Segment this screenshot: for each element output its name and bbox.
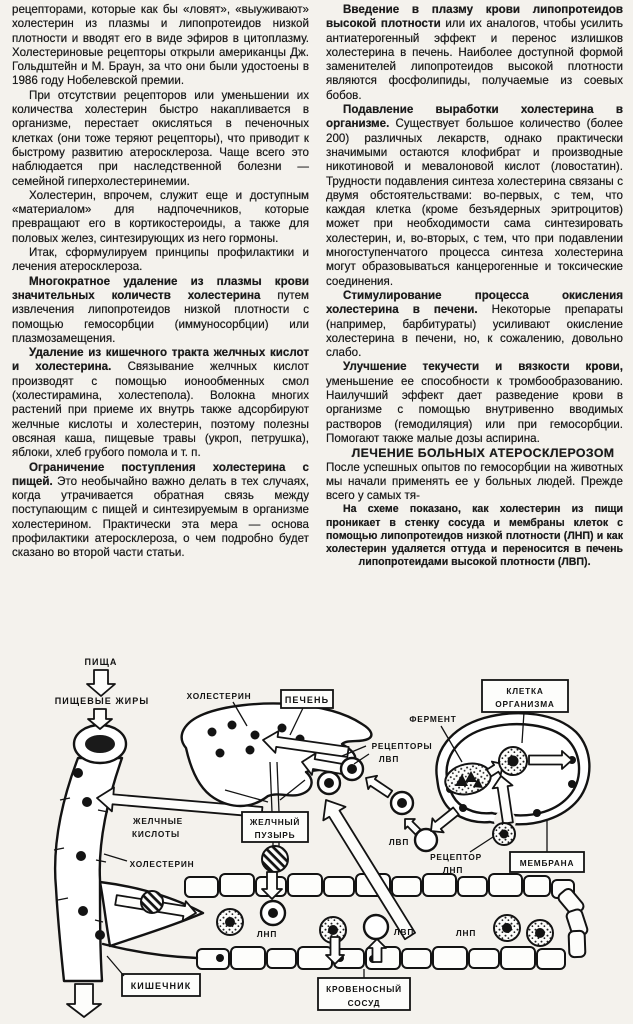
hdl-receptors-label: РЕЦЕПТОРЫ — [371, 741, 433, 751]
intestine-label: КИШЕЧНИК — [130, 981, 192, 991]
food-label: ПИЩА — [84, 657, 118, 667]
article-body — [12, 3, 623, 569]
ldl-label-left: ЛНП — [256, 929, 278, 939]
paragraph-lead: Многократное удаление из плазмы крови значительных количеств холестерина — [12, 274, 309, 302]
hdl-move-arrow — [405, 819, 421, 835]
paragraph-text: Некоторые препараты (например, барбитураты) усиливают окисление холестерина в печени, но, к сожалению, довольно слабо. — [326, 303, 623, 360]
paragraph-text: Связывание желчных кислот производят с помощью ионообменных смол (холестирамина, холестепола). Волокна многих растений при приеме их внутрь также адсорбируют желчные кислоты и холестерин, поэтому полезны овсяная каша, пищевые травы (укроп, петрушка), яблоки, хлеб грубого помола и т. п. — [12, 360, 309, 460]
paragraph-lead: Ограничение поступления холестерина с пищей. — [12, 460, 309, 488]
membrane-label: МЕМБРАНА — [519, 858, 575, 868]
ldl-label-right: ЛНП — [455, 928, 477, 938]
paragraph — [12, 189, 309, 246]
cell-label: КЛЕТКА — [506, 686, 544, 696]
paragraph-text: уменьшение ее способности к тромбообразованию. Наилучший эффект дает разведение крови в организме с помощью внутривенно вводимых растворов (гемодиляция) или при гемосорбции. Помогают также малые дозы аспирина. — [326, 374, 623, 445]
diagram-caption: На схеме показано, как холестерин из пищи проникает в стенку сосуда и мембраны клеток с помощью липопротеидов низкой плотности (ЛНП) и как холестерин удаляется оттуда и переносится в печень липопротеидами высокой плотности (ЛВП). — [326, 503, 623, 569]
intestine-exit-arrow — [67, 984, 101, 1017]
paragraph-text: После успешных опытов по гемосорбции на животных мы начали применять ее у больных людей. Прежде всего у самых тя- — [326, 460, 623, 503]
hdl-move-arrow — [366, 776, 392, 798]
paragraph — [326, 3, 623, 103]
cholesterol-label-intestine: ХОЛЕСТЕРИН — [129, 859, 195, 869]
paragraph-text: или их аналогов, чтобы усилить антиатерогенный эффект и перенос излишков холестерина в печень. Наиболее доступной формой заменителей липопротеидов высокой плотности являются фосфолипиды, получаемые из соевых бобов. — [326, 17, 623, 102]
paragraph-lead: Введение в плазму крови липопротеидов высокой плотности — [326, 3, 623, 31]
bile-acids-label: ЖЕЛЧНЫЕ — [133, 816, 183, 826]
gallbladder-label: ЖЕЛЧНЫЙ — [249, 817, 301, 827]
ldl-receptor-label: РЕЦЕПТОР — [430, 852, 482, 862]
gallbladder-label: ПУЗЫРЬ — [254, 830, 296, 840]
paragraph — [12, 89, 309, 189]
paragraph-lead: Подавление выработки холестерина в организме. — [326, 103, 623, 131]
hdl-label-vessel: ЛВП — [393, 927, 415, 937]
left-column — [12, 3, 309, 569]
paragraph — [326, 360, 623, 446]
paragraph — [12, 461, 309, 561]
paragraph-text: Существует большое количество (более 200) различных лекарств, однако практически значимыми остаются клофибрат и производные никотиновой и мевалоновой кислот (ловостатин). Трудности подавления синтеза холестерина связаны с двумя обстоятельствами: во-первых, с тем, что каждая клетка (кроме безъядерных эритроцитов) может при необходимости сама синтезировать холестерин, и, во-вторых, с тем, что при подавлении многоступенчатого процесса синтеза холестерина могут образовываться канцерогенные и токсические соединения. — [326, 117, 623, 288]
right-column — [326, 3, 623, 569]
cholesterol-label-liver: ХОЛЕСТЕРИН — [186, 691, 252, 701]
paragraph-text: Холестерин, впрочем, служит еще и доступным «материалом» для надпочечников, которые превращают его в кортикостероиды, а также для половых желез, синтезирующих из него гормоны. — [12, 188, 309, 245]
liver-label: ПЕЧЕНЬ — [284, 695, 330, 705]
paragraph-lead: Стимулирование процесса окисления холестерина в печени. — [326, 288, 623, 317]
paragraph-text: Итак, сформулируем принципы профилактики и лечения атеросклероза. — [12, 246, 309, 274]
paragraph-text: При отсутствии рецепторов или уменьшении их количества холестерин быстро накапливается в организме, перестает окисляться в печеночных клетках (они тоже теряют рецепторы), что приводит к быстрому развитию атеросклероза. Чаще всего это наблюдается при наследственной болезни — семейной гиперхолестеринемии. — [12, 88, 309, 188]
bile-acids-label: КИСЛОТЫ — [132, 829, 180, 839]
ldl-receptor-label: ЛНП — [442, 865, 464, 875]
paragraph-lead: Улучшение текучести и вязкости крови, — [343, 360, 623, 374]
paragraph-text: Это необычайно важно делать в тех случаях, когда утрачивается обратная связь между поступающим с пищей и синтезируемым в организме холестерином. Практически эта мера — основа профилактики атеросклероза, о чем подробно будет сказано во второй части статьи. — [12, 474, 309, 560]
paragraph — [12, 246, 309, 275]
paragraph — [12, 3, 309, 89]
dietary-fats-label: ПИЩЕВЫЕ ЖИРЫ — [54, 696, 150, 706]
cell-label: ОРГАНИЗМА — [495, 699, 555, 709]
section-heading: ЛЕЧЕНИЕ БОЛЬНЫХ АТЕРОСКЛЕРОЗОМ — [351, 446, 615, 461]
cholesterol-diagram — [0, 640, 633, 1024]
paragraph — [12, 275, 309, 346]
enzyme-label: ФЕРМЕНТ — [409, 714, 457, 724]
hdl-receptors-label: ЛВП — [378, 754, 400, 764]
food-arrow — [87, 670, 115, 696]
gallbladder-shape — [262, 846, 288, 872]
paragraph — [326, 461, 623, 504]
paragraph-lead: Удаление из кишечного тракта желчных кислот и холестерина. — [12, 346, 309, 374]
paragraph-text: путем извлечения липопротеидов низкой плотности с помощью гемосорбции (иммуносорбции) или плазмозамещения. — [12, 288, 309, 345]
paragraph — [12, 346, 309, 460]
paragraph-text: рецепторами, которые как бы «ловят», «выуживают» холестерин из плазмы и липопротеидов низкой плотности и вводят его в виде эфиров в цитоплазму. Холестериновые рецепторы открыли американцы Дж. Гольдштейн и М. Браун, за что они были удостоены в 1986 году Нобелевской премии. — [12, 3, 309, 88]
cell-exit-arrow — [431, 808, 459, 833]
paragraph — [326, 289, 623, 360]
hdl-label-mid: ЛВП — [388, 837, 410, 847]
blood-vessel-label: КРОВЕНОСНЫЙ — [326, 984, 402, 994]
blood-vessel-label: СОСУД — [347, 998, 381, 1008]
cholesterol-particle — [141, 891, 163, 913]
paragraph — [326, 103, 623, 289]
